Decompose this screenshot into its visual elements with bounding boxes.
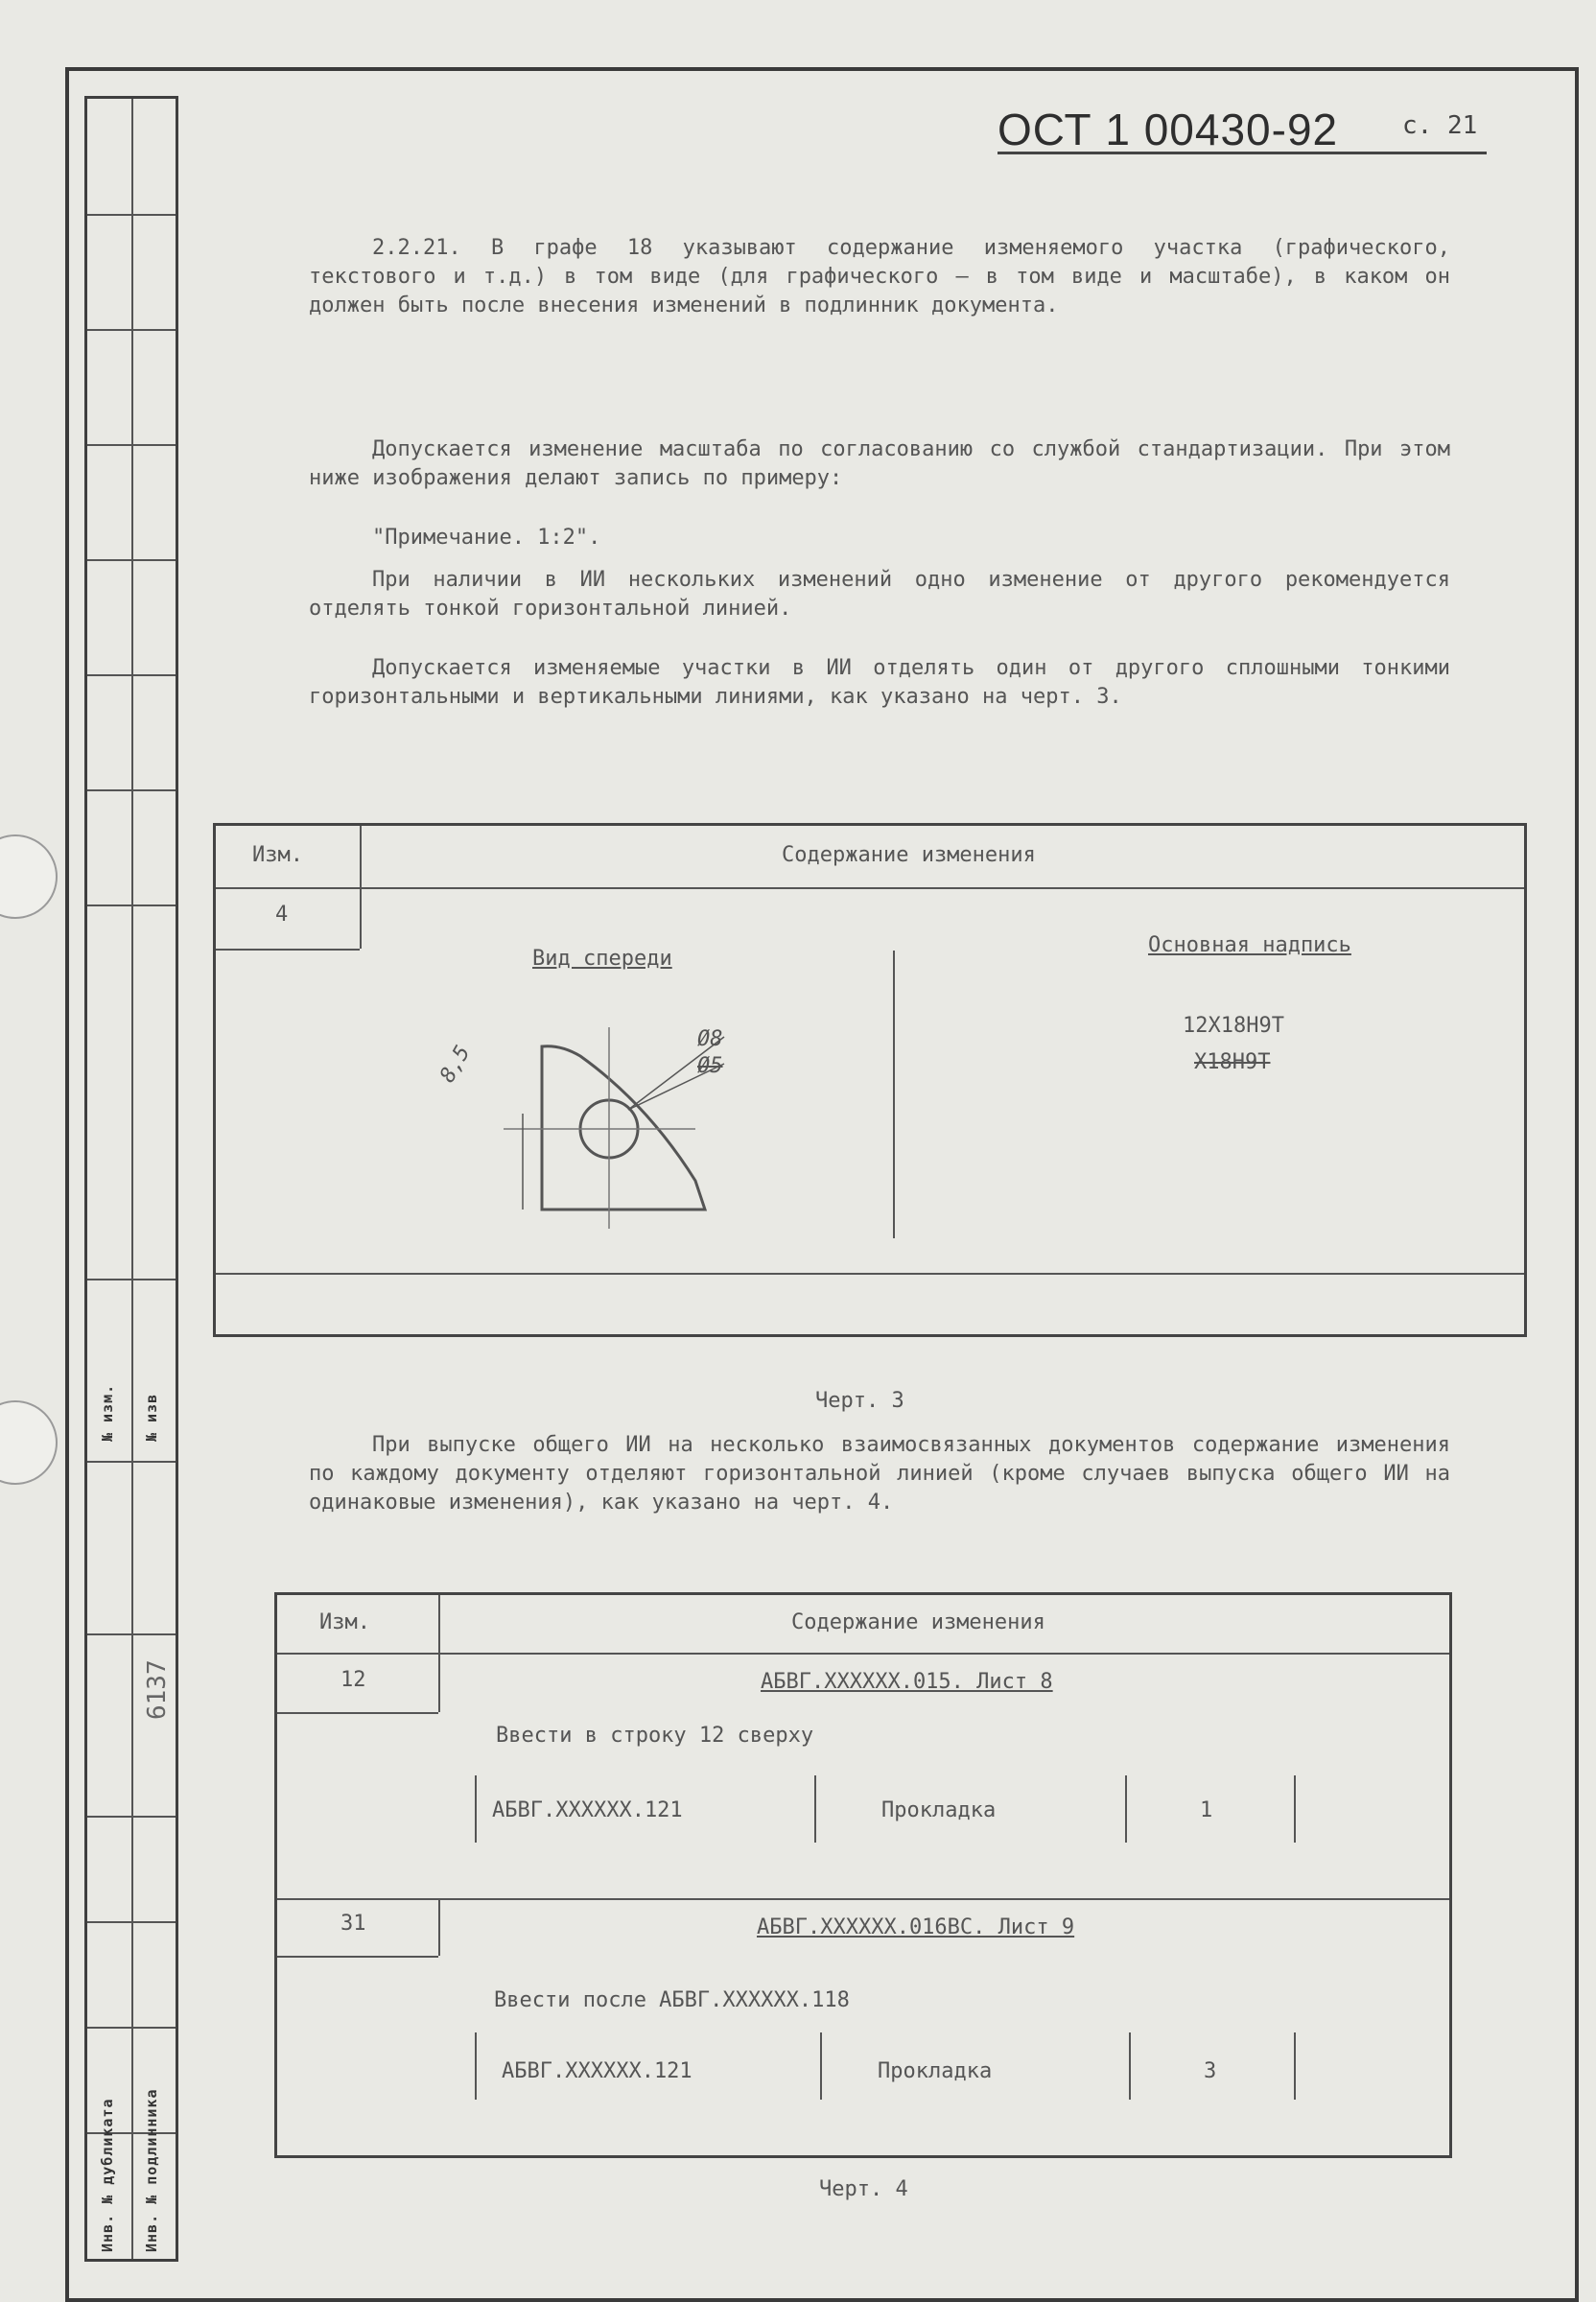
paragraph-separating-lines: Допускается изменяемые участки в ИИ отделять один от другого сплошными тонкими горизонтальными и вертикальными линиями, как указано на черт. 3. — [309, 656, 1450, 709]
figure-3-table — [213, 823, 1527, 1337]
fig4-entry-separator — [277, 1898, 1449, 1900]
fig4-spec-divider — [814, 1775, 816, 1843]
strip-row-line — [87, 789, 176, 791]
fig4-entry-qty: 3 — [1204, 2059, 1217, 2083]
paragraph-multiple-changes: При наличии в ИИ нескольких изменений одно изменение от другого рекомендуется отделять тонкой горизонтальной линией. — [309, 568, 1450, 621]
fig3-title-block-label: Основная надпись — [1148, 933, 1351, 957]
fig4-entry-izm: 12 — [340, 1668, 366, 1692]
fig3-header-line — [216, 887, 1524, 889]
fig4-entry-instruction: Ввести после АБВГ.XXXXXX.118 — [494, 1988, 850, 2012]
strip-row-line — [87, 444, 176, 446]
strip-label-izv-number: № изв — [143, 1393, 160, 1442]
fig4-spec-divider — [1125, 1775, 1127, 1843]
fig3-content-divider — [893, 951, 895, 1238]
fig4-entry-instruction: Ввести в строку 12 сверху — [496, 1724, 814, 1748]
fig3-view-label: Вид спереди — [532, 947, 672, 971]
fig3-izm-cell-line — [216, 949, 360, 951]
fig3-bottom-line — [216, 1273, 1524, 1275]
paragraph-note-example: "Примечание. 1:2". — [372, 526, 601, 550]
fig4-entry-izm: 31 — [340, 1912, 366, 1936]
fig4-entry-designation: АБВГ.XXXXXX.121 — [502, 2059, 692, 2083]
paragraph-scale-change: Допускается изменение масштаба по согласованию со службой стандартизации. При этом ниже изображения делают запись по примеру: — [309, 437, 1450, 490]
figure-4-table — [274, 1592, 1452, 2158]
fig3-izm-value: 4 — [275, 903, 289, 927]
fig4-spec-divider — [1294, 1775, 1296, 1843]
punch-hole-bottom — [0, 1400, 58, 1485]
fig4-izm-header: Изм. — [319, 1610, 370, 1634]
fig4-spec-divider — [820, 2032, 822, 2100]
strip-column-divider — [131, 99, 133, 2259]
side-strip — [84, 96, 178, 2262]
strip-label-izm-number: № изм. — [99, 1383, 116, 1442]
strip-row-line — [87, 674, 176, 676]
fig4-spec-divider — [1129, 2032, 1131, 2100]
strip-row-line — [87, 1921, 176, 1923]
fig3-dim-d8: Ø8 — [697, 1027, 723, 1051]
figure-3-caption: Черт. 3 — [815, 1389, 904, 1413]
paragraph-2-2-21: 2.2.21. В графе 18 указывают содержание изменяемого участка (графического, текстового и т.д.) в том виде (для графического – в том виде и масштабе), в каком он должен быть после внесения изменений в подлинник документа. — [309, 236, 1450, 317]
punch-hole-top — [0, 834, 58, 919]
strip-row-line — [87, 1633, 176, 1635]
fig4-spec-divider — [475, 2032, 477, 2100]
fig4-entry-document: АБВГ.XXXXXX.016ВС. Лист 9 — [757, 1915, 1075, 1939]
fig4-entry-designation: АБВГ.XXXXXX.121 — [492, 1798, 683, 1822]
strip-label-original-inv: Инв. № подлинника — [143, 2088, 160, 2252]
fig4-izm1-cell-line — [277, 1712, 438, 1714]
fig3-old-material: Х18Н9Т — [1194, 1050, 1271, 1074]
fig3-izm-header: Изм. — [252, 843, 303, 867]
strip-row-line — [87, 1461, 176, 1463]
fig4-entry-qty: 1 — [1200, 1798, 1213, 1822]
fig3-dim-side: 8,5 — [435, 1042, 476, 1087]
fig4-entry-document: АБВГ.XXXXXX.015. Лист 8 — [761, 1670, 1053, 1694]
fig4-entry-name: Прокладка — [881, 1798, 997, 1822]
fig4-content-header: Содержание изменения — [791, 1610, 1045, 1634]
fig4-izm2-cell-line — [277, 1956, 438, 1958]
document-code: ОСТ 1 00430-92 — [998, 105, 1339, 154]
fig4-header-line — [277, 1653, 1449, 1655]
fig4-spec-divider — [1294, 2032, 1296, 2100]
strip-row-line — [87, 329, 176, 331]
fig3-content-header: Содержание изменения — [782, 843, 1036, 867]
strip-row-line — [87, 559, 176, 561]
fig4-col-divider-2 — [438, 1898, 440, 1956]
strip-row-line — [87, 1279, 176, 1280]
fig3-new-material: 12Х18Н9Т — [1183, 1014, 1284, 1038]
strip-row-line — [87, 1816, 176, 1818]
fig4-entry-name: Прокладка — [878, 2059, 993, 2083]
fig4-spec-divider — [475, 1775, 477, 1843]
paragraph-common-notice: При выпуске общего ИИ на несколько взаимосвязанных документов содержание изменения по каждому документу отделяют горизонтальной линией (кроме случаев выпуска общего ИИ на одинаковые изменения), как указано на черт. 4. — [309, 1433, 1450, 1515]
strip-row-line — [87, 214, 176, 216]
strip-label-duplicate-inv: Инв. № дубликата — [99, 2098, 116, 2252]
fig3-dim-d5: Ø5 — [697, 1054, 723, 1078]
strip-row-line — [87, 2027, 176, 2029]
header-rule — [998, 152, 1487, 154]
figure-4-caption: Черт. 4 — [819, 2177, 908, 2201]
strip-row-line — [87, 904, 176, 906]
strip-inventory-number: 6137 — [143, 1659, 172, 1720]
page-number: с. 21 — [1402, 111, 1478, 140]
